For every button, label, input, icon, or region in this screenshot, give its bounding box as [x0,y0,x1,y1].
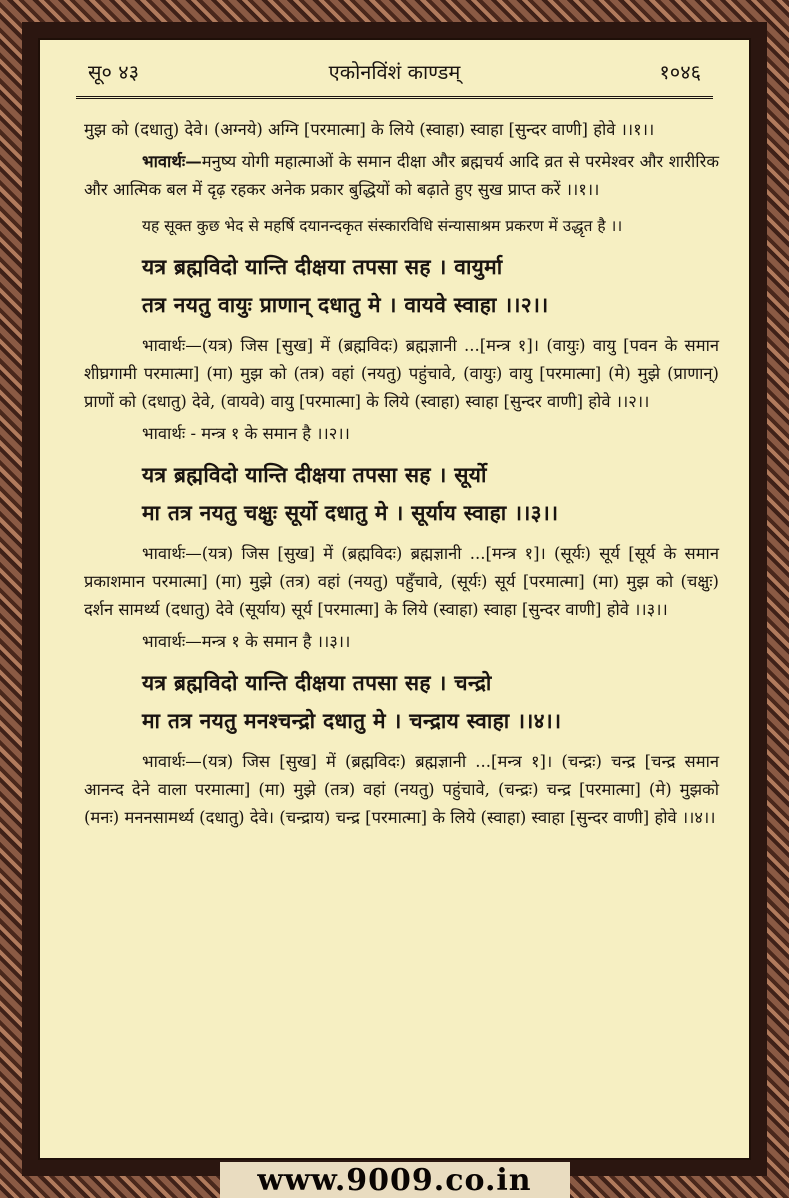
mantra-3-line-2: मा तत्र नयतु चक्षुः सूर्यो दधातु मे । सूर्याय स्वाहा ।।३।। [142,500,559,525]
page-content [84,116,719,836]
bhavartha-label: भावार्थः— [142,152,202,171]
bhavartha-3-summary: भावार्थः—मन्त्र १ के समान है ।।३।। [142,632,351,651]
mantra-2 [142,248,719,324]
mantra-4 [142,664,719,740]
footer-url[interactable]: www.9009.co.in [257,1163,532,1198]
sukta-number: सू० ४३ [88,60,140,84]
mantra-3-line-1: यत्र ब्रह्मविदो यान्ति दीक्षया तपसा सह । सूर्यो [142,462,487,487]
header-rule [76,96,713,99]
bhavartha-3: भावार्थः—(यत्र) जिस [सुख] में (ब्रह्मविदः) ब्रह्मज्ञानी ...[मन्त्र १]। (सूर्यः) सूर्य [सूर्य के समान प्रकाशमान परमात्मा] (मा) मुझे (तत्र) वहां (नयतु) पहुँचावे, (सूर्यः) सूर्य [परमात्मा] (मा) मुझ को (चक्षुः) दर्शन सामर्थ्य (दधातु) देवे (सूर्याय) सूर्य [परमात्मा] के लिये (स्वाहा) स्वाहा [सुन्दर वाणी] होवे ।।३।। [84,544,719,619]
bhavartha-2: भावार्थः—(यत्र) जिस [सुख] में (ब्रह्मविदः) ब्रह्मज्ञानी ...[मन्त्र १]। (वायुः) वायु [पवन के समान शीघ्रगामी परमात्मा] (मा) मुझ को (तत्र) वहां (नयतु) पहुंचावे, (वायुः) वायु [परमात्मा] (मे) मुझे (प्राणान्) प्राणों को (दधातु) देवे, (वायवे) वायु [परमात्मा] के लिये (स्वाहा) स्वाहा [सुन्दर वाणी] होवे ।।२।। [84,336,719,411]
bhavartha-4: भावार्थः—(यत्र) जिस [सुख] में (ब्रह्मविदः) ब्रह्मज्ञानी ...[मन्त्र १]। (चन्द्रः) चन्द्र [चन्द्र समान आनन्द देने वाला परमात्मा] (मा) मुझे (तत्र) वहां (नयतु) पहुंचावे, (चन्द्रः) चन्द्र [परमात्मा] (मे) मुझको (मनः) मननसामर्थ्य (दधातु) देवे। (चन्द्राय) चन्द्र [परमात्मा] के लिये (स्वाहा) स्वाहा [सुन्दर वाणी] होवे ।।४।। [84,752,719,827]
bhavartha-1-text: मनुष्य योगी महात्माओं के समान दीक्षा और ब्रह्मचर्य आदि व्रत से परमेश्वर और शारीरिक और आत्मिक बल में दृढ़ रहकर अनेक प्रकार बुद्धियों को बढ़ाते हुए सुख प्राप्त करें ।।१।। [84,152,719,199]
mantra-2-line-2: तत्र नयतु वायुः प्राणान् दधातु मे । वायवे स्वाहा ।।२।। [142,292,549,317]
mantra-2-line-1: यत्र ब्रह्मविदो यान्ति दीक्षया तपसा सह । वायुर्मा [142,254,503,279]
mantra-4-line-1: यत्र ब्रह्मविदो यान्ति दीक्षया तपसा सह । चन्द्रो [142,670,492,695]
page-number: १०४६ [659,60,701,84]
kanda-title: एकोनविंशं काण्डम् [328,60,461,84]
bhavartha-1 [84,148,719,204]
mantra-4-line-2: मा तत्र नयतु मनश्चन्द्रो दधातु मे । चन्द्राय स्वाहा ।।४।। [142,708,562,733]
page-header [40,58,749,92]
mantra-3 [142,456,719,532]
page [38,38,751,1160]
note: यह सूक्त कुछ भेद से महर्षि दयानन्दकृत संस्कारविधि संन्यासाश्रम प्रकरण में उद्धृत है ।। [142,217,623,235]
bhavartha-2-summary: भावार्थः - मन्त्र १ के समान है ।।२।। [142,424,350,443]
paragraph-1: मुझ को (दधातु) देवे। (अग्नये) अग्नि [परमात्मा] के लिये (स्वाहा) स्वाहा [सुन्दर वाणी] होवे ।।१।। [84,120,655,139]
